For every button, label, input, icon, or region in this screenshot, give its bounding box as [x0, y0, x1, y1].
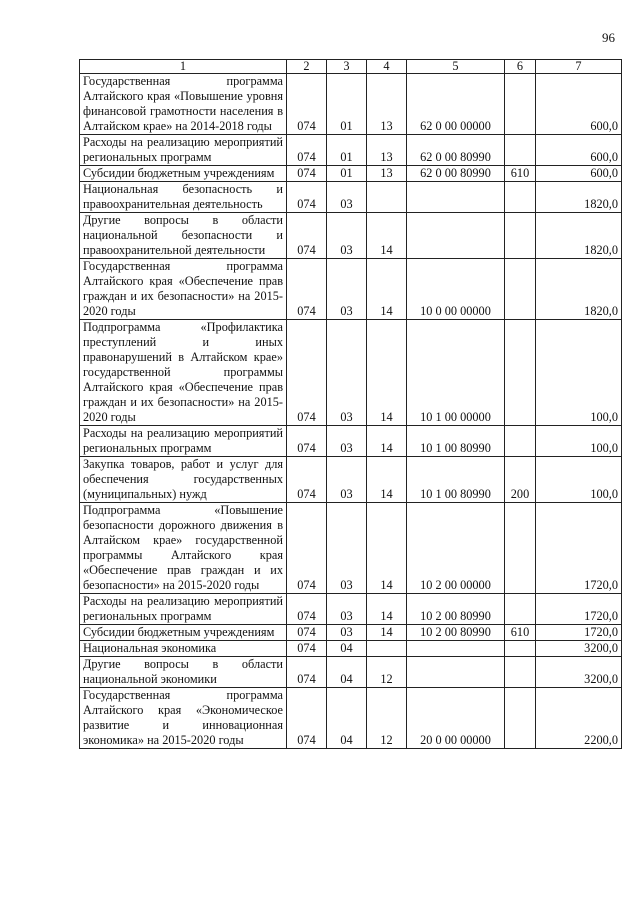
row-name: Государственная программа Алтайского края «Экономическое развитие и инновационная экономика» на 2015-2020 годы [80, 688, 287, 749]
header-col-4: 4 [367, 60, 407, 74]
row-subsection-code: 12 [367, 688, 407, 749]
row-subsection-code [367, 182, 407, 213]
row-expense-type [505, 594, 536, 625]
row-amount: 1820,0 [536, 259, 622, 320]
row-name: Другие вопросы в области национальной экономики [80, 657, 287, 688]
row-amount: 2200,0 [536, 688, 622, 749]
row-amount: 3200,0 [536, 641, 622, 657]
row-amount: 1820,0 [536, 182, 622, 213]
row-ministry-code: 074 [287, 594, 327, 625]
row-amount: 600,0 [536, 135, 622, 166]
row-name: Государственная программа Алтайского края «Обеспечение прав граждан и их безопасности» на 2015-2020 годы [80, 259, 287, 320]
row-section-code: 03 [327, 213, 367, 259]
table-row [80, 625, 622, 641]
row-amount: 600,0 [536, 166, 622, 182]
budget-table [79, 59, 622, 749]
row-target-code: 20 0 00 00000 [407, 688, 505, 749]
row-name: Национальная экономика [80, 641, 287, 657]
row-section-code: 01 [327, 166, 367, 182]
row-name: Государственная программа Алтайского края «Повышение уровня финансовой грамотности населения в Алтайском крае» на 2014-2018 годы [80, 74, 287, 135]
row-subsection-code: 14 [367, 320, 407, 426]
row-target-code [407, 182, 505, 213]
row-expense-type [505, 259, 536, 320]
row-expense-type [505, 74, 536, 135]
row-subsection-code: 12 [367, 657, 407, 688]
row-target-code [407, 657, 505, 688]
row-subsection-code: 13 [367, 74, 407, 135]
row-section-code: 01 [327, 135, 367, 166]
row-amount: 1720,0 [536, 503, 622, 594]
table-row [80, 74, 622, 135]
header-col-1: 1 [80, 60, 287, 74]
row-subsection-code: 14 [367, 625, 407, 641]
table-row [80, 688, 622, 749]
header-col-2: 2 [287, 60, 327, 74]
row-target-code: 10 2 00 80990 [407, 625, 505, 641]
table-row [80, 259, 622, 320]
header-col-3: 3 [327, 60, 367, 74]
row-subsection-code [367, 641, 407, 657]
row-name: Закупка товаров, работ и услуг для обеспечения государственных (муниципальных) нужд [80, 457, 287, 503]
row-expense-type [505, 688, 536, 749]
row-expense-type: 610 [505, 625, 536, 641]
page-number: 96 [602, 30, 615, 45]
row-amount: 1820,0 [536, 213, 622, 259]
table-row [80, 182, 622, 213]
row-name: Расходы на реализацию мероприятий региональных программ [80, 426, 287, 457]
row-ministry-code: 074 [287, 426, 327, 457]
row-section-code: 03 [327, 182, 367, 213]
row-amount: 100,0 [536, 457, 622, 503]
header-col-6: 6 [505, 60, 536, 74]
table-row [80, 213, 622, 259]
table-row [80, 503, 622, 594]
row-subsection-code: 13 [367, 135, 407, 166]
row-expense-type [505, 641, 536, 657]
row-section-code: 03 [327, 320, 367, 426]
row-target-code: 10 1 00 00000 [407, 320, 505, 426]
row-target-code: 62 0 00 80990 [407, 135, 505, 166]
row-expense-type [505, 657, 536, 688]
row-expense-type [505, 426, 536, 457]
row-ministry-code: 074 [287, 182, 327, 213]
table-row [80, 135, 622, 166]
row-ministry-code: 074 [287, 259, 327, 320]
row-section-code: 03 [327, 426, 367, 457]
row-ministry-code: 074 [287, 625, 327, 641]
row-expense-type [505, 503, 536, 594]
row-target-code: 62 0 00 00000 [407, 74, 505, 135]
row-target-code: 62 0 00 80990 [407, 166, 505, 182]
row-expense-type [505, 213, 536, 259]
row-name: Расходы на реализацию мероприятий региональных программ [80, 594, 287, 625]
row-amount: 3200,0 [536, 657, 622, 688]
row-ministry-code: 074 [287, 74, 327, 135]
table-row [80, 426, 622, 457]
row-ministry-code: 074 [287, 135, 327, 166]
row-target-code: 10 1 00 80990 [407, 426, 505, 457]
row-subsection-code: 14 [367, 213, 407, 259]
table-row [80, 594, 622, 625]
row-subsection-code: 14 [367, 457, 407, 503]
row-target-code: 10 2 00 00000 [407, 503, 505, 594]
row-ministry-code: 074 [287, 320, 327, 426]
row-name: Другие вопросы в области национальной безопасности и правоохранительной деятельности [80, 213, 287, 259]
row-ministry-code: 074 [287, 657, 327, 688]
row-section-code: 04 [327, 641, 367, 657]
row-amount: 100,0 [536, 320, 622, 426]
row-target-code: 10 0 00 00000 [407, 259, 505, 320]
row-subsection-code: 14 [367, 426, 407, 457]
table-row [80, 166, 622, 182]
row-ministry-code: 074 [287, 166, 327, 182]
row-expense-type [505, 135, 536, 166]
row-amount: 1720,0 [536, 625, 622, 641]
row-name: Субсидии бюджетным учреждениям [80, 625, 287, 641]
row-expense-type [505, 182, 536, 213]
row-target-code [407, 213, 505, 259]
row-subsection-code: 14 [367, 503, 407, 594]
table-row [80, 320, 622, 426]
row-name: Расходы на реализацию мероприятий региональных программ [80, 135, 287, 166]
row-ministry-code: 074 [287, 503, 327, 594]
table-row [80, 641, 622, 657]
table-row [80, 457, 622, 503]
row-expense-type [505, 320, 536, 426]
row-target-code: 10 2 00 80990 [407, 594, 505, 625]
header-row [80, 60, 622, 74]
row-target-code [407, 641, 505, 657]
row-section-code: 03 [327, 503, 367, 594]
row-section-code: 03 [327, 625, 367, 641]
row-subsection-code: 14 [367, 259, 407, 320]
row-amount: 600,0 [536, 74, 622, 135]
row-section-code: 03 [327, 457, 367, 503]
row-expense-type: 610 [505, 166, 536, 182]
row-section-code: 04 [327, 688, 367, 749]
row-section-code: 04 [327, 657, 367, 688]
row-ministry-code: 074 [287, 641, 327, 657]
row-expense-type: 200 [505, 457, 536, 503]
row-section-code: 01 [327, 74, 367, 135]
row-name: Подпрограмма «Профилактика преступлений и иных правонарушений в Алтайском крае» государственной программы Алтайского края «Обеспечение прав граждан и их безопасности» на 2015-2020 годы [80, 320, 287, 426]
row-section-code: 03 [327, 259, 367, 320]
row-ministry-code: 074 [287, 688, 327, 749]
row-subsection-code: 13 [367, 166, 407, 182]
row-name: Подпрограмма «Повышение безопасности дорожного движения в Алтайском крае» государственной программы Алтайского края «Обеспечение прав граждан и их безопасности» на 2015-2020 годы [80, 503, 287, 594]
header-col-7: 7 [536, 60, 622, 74]
row-amount: 100,0 [536, 426, 622, 457]
row-ministry-code: 074 [287, 213, 327, 259]
row-name: Субсидии бюджетным учреждениям [80, 166, 287, 182]
row-amount: 1720,0 [536, 594, 622, 625]
table-row [80, 657, 622, 688]
row-ministry-code: 074 [287, 457, 327, 503]
row-target-code: 10 1 00 80990 [407, 457, 505, 503]
row-name: Национальная безопасность и правоохранительная деятельность [80, 182, 287, 213]
row-section-code: 03 [327, 594, 367, 625]
row-subsection-code: 14 [367, 594, 407, 625]
header-col-5: 5 [407, 60, 505, 74]
